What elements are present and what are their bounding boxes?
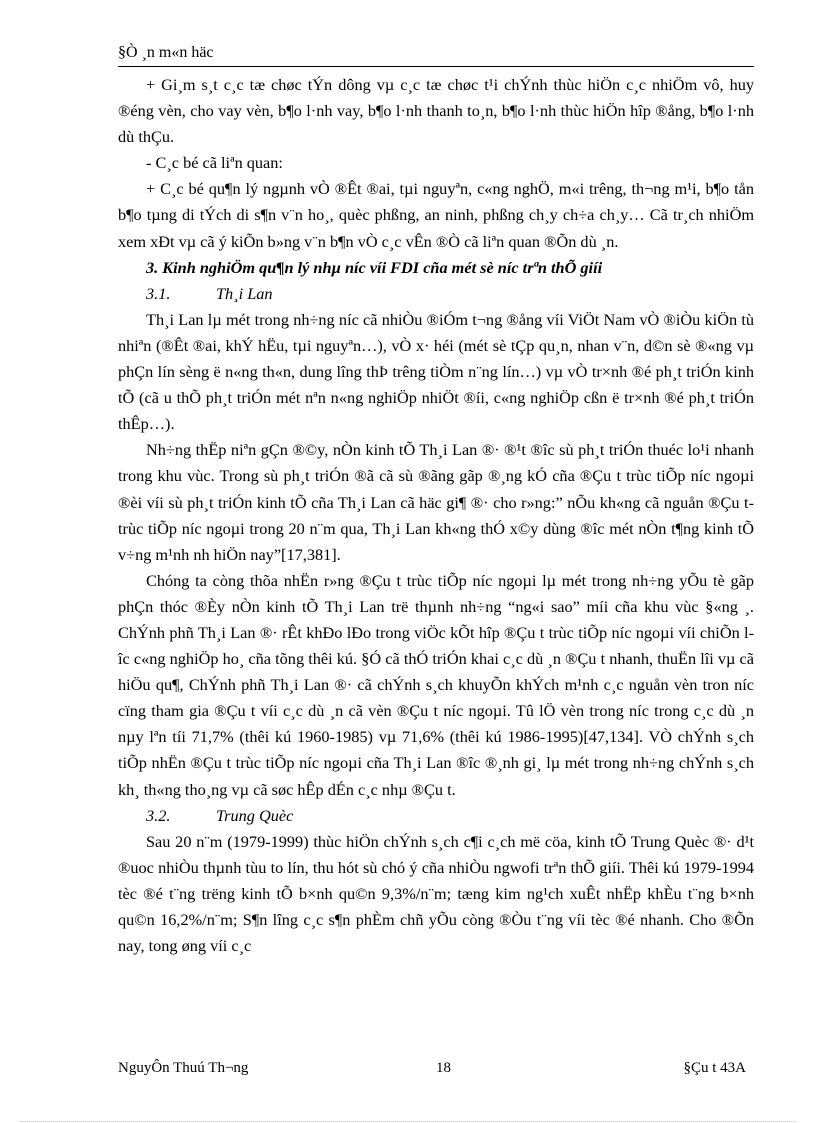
document-body	[118, 72, 754, 959]
paragraph-china-reform: Sau 20 n¨m (1979-1999) thùc hiÖn chÝnh s¸ch c¶i c¸ch më cöa, kinh tÕ Trung Quèc ®· d¹t ®uoc nhiÒu thµnh tùu to lín, thu hót sù chó ý cña nhiÒu ngwofi trªn thÕ giíi. Thêi kú 1979-1994 tèc ®é t¨ng trëng kinh tÕ b×nh qu©n 9,3%/n¨m; tæng kim ng¹ch xuÊt nhËp khÈu t¨ng b×nh qu©n 16,2%/n¨m; S¶n lîng c¸c s¶n phÈm chñ yÕu còng ®Òu t¨ng víi tèc ®é nhanh. Cho ®Õn nay, tong øng víi c¸c	[118, 831, 754, 956]
footer-class-code: §Çu t 43A	[683, 1060, 746, 1076]
footer-author: NguyÔn Thuú Th¬ng	[118, 1060, 249, 1076]
subsection-title: Th¸i Lan	[216, 283, 273, 303]
paragraph-thailand-growth: Nh÷ng thËp niªn gÇn ®©y, nÒn kinh tÕ Th¸i Lan ®· ®¹t ®îc sù ph¸t triÓn thuéc lo¹i nhanh trong khu vùc. Trong sù ph¸t triÓn ®ã cã sù ®ãng gãp ®¸ng kÓ cña ®Çu t trùc tiÕp níc ngoµi ®èi víi sù ph¸t triÓn kinh tÕ cña Th¸i Lan cã häc gi¶ ®· cho r»ng:” nÕu kh«ng cã nguån ®Çu t trùc tiÕp níc ngoµi trong 20 n¨m qua, Th¸i Lan kh«ng thÓ x©y dùng ®îc mét nÒn t¶ng kinh tÕ v÷ng m¹nh nh hiÖn nay”[17,381].	[118, 440, 754, 564]
page-header-title: §Ò ¸n m«n häc	[118, 44, 214, 61]
paragraph-related-ministries: + C¸c bé qu¶n lý ngµnh vÒ ®Êt ®ai, tµi nguyªn, c«ng nghÖ, m«i trêng, th¬ng m¹i, b¶o tån b¶o tµng di tÝch di s¶n v¨n ho¸, quèc phßng, an ninh, phßng ch¸y ch÷a ch¸y… Cã tr¸ch nhiÖm xem xÐt vµ cã ý kiÕn b»ng v¨n b¶n vÒ c¸c vÊn ®Ò cã liªn quan ®Õn dù ¸n.	[118, 179, 754, 251]
page-footer	[118, 1060, 754, 1082]
page-header	[118, 42, 754, 67]
paragraph-thailand-fdi-role: Chóng ta còng thõa nhËn r»ng ®Çu t trùc tiÕp níc ngoµi lµ mét trong nh÷ng yÕu tè gãp phÇn thóc ®Èy nÒn kinh tÕ Th¸i Lan trë thµnh nh÷ng “ng«i sao” míi cña khu vùc §«ng ¸. ChÝnh phñ Th¸i Lan ®· rÊt khÐo lÐo trong viÖc kÕt hîp ®Çu t trùc tiÕp níc ngoµi víi chiÕn lîc c«ng nghiÖp ho¸ cña tõng thêi kú. §Ó cã thÓ triÓn khai c¸c dù ¸n ®Çu t nhanh, thuËn lîi vµ cã hiÖu qu¶, ChÝnh phñ Th¸i Lan ®· cã chÝnh s¸ch khuyÕn khÝch m¹nh c¸c nguån vèn tron níc cïng tham gia ®Çu t víi c¸c dù ¸n cã vèn ®Çu t níc ngoµi. Tû lÖ vèn trong níc trong c¸c dù ¸n nµy lªn tíi 71,7% (thêi kú 1960-1985) vµ 71,6% (thêi kú 1986-1995)[47,134]. VÒ chÝnh s¸ch tiÕp nhËn ®Çu t trùc tiÕp níc ngoµi cña Th¸i Lan ®îc ®¸nh gi¸ lµ mét trong nh÷ng chÝnh s¸ch kh¸ th«ng tho¸ng vµ cã søc hÊp dÉn c¸c nhµ ®Çu t.	[118, 570, 754, 799]
subsection-title: Trung Quèc	[216, 805, 294, 825]
paragraph-related-ministries-label: - C¸c bé cã liªn quan:	[146, 153, 283, 173]
paragraph-supervision: + Gi¸m s¸t c¸c tæ chøc tÝn dông vµ c¸c tæ chøc t¹i chÝnh thùc hiÖn c¸c nhiÖm vô, huy ®éng vèn, cho vay vèn, b¶o l·nh vay, b¶o l·nh thanh to¸n, b¶o l·nh thùc hiÖn hîp ®ång, b¶o l·nh dù thÇu.	[118, 75, 754, 147]
page-bottom-divider	[20, 1121, 796, 1122]
paragraph-thailand-similarities: Th¸i Lan lµ mét trong nh÷ng níc cã nhiÒu ®iÓm t¬ng ®ång víi ViÖt Nam vÒ ®iÒu kiÖn tù nhiªn (®Êt ®ai, khÝ hËu, tµi nguyªn…), vÒ x· héi (mét sè tÇp qu¸n, nhan v¨n, d©n sè ®«ng vµ phÇn lín sèng ë n«ng th«n, dung lîng thÞ trêng tiÒm n¨ng lín…) vµ vÒ tr×nh ®é ph¸t triÓn kinh tÕ (cã u thÕ ph¸t triÓn mét nªn n«ng nghiÖp nhiÖt ®íi, c«ng nghiÖp cßn ë tr×nh ®é ph¸t triÓn thÊp…).	[118, 309, 754, 434]
subsection-number: 3.2.	[146, 805, 171, 825]
footer-page-number: 18	[436, 1060, 451, 1076]
subsection-heading-3-2	[118, 803, 754, 829]
section-heading-3: 3. Kinh nghiÖm qu¶n lý nhµ níc víi FDI cña mét sè níc trªn thÕ giíi	[146, 257, 603, 277]
subsection-number: 3.1.	[146, 283, 171, 303]
subsection-heading-3-1	[118, 281, 754, 307]
